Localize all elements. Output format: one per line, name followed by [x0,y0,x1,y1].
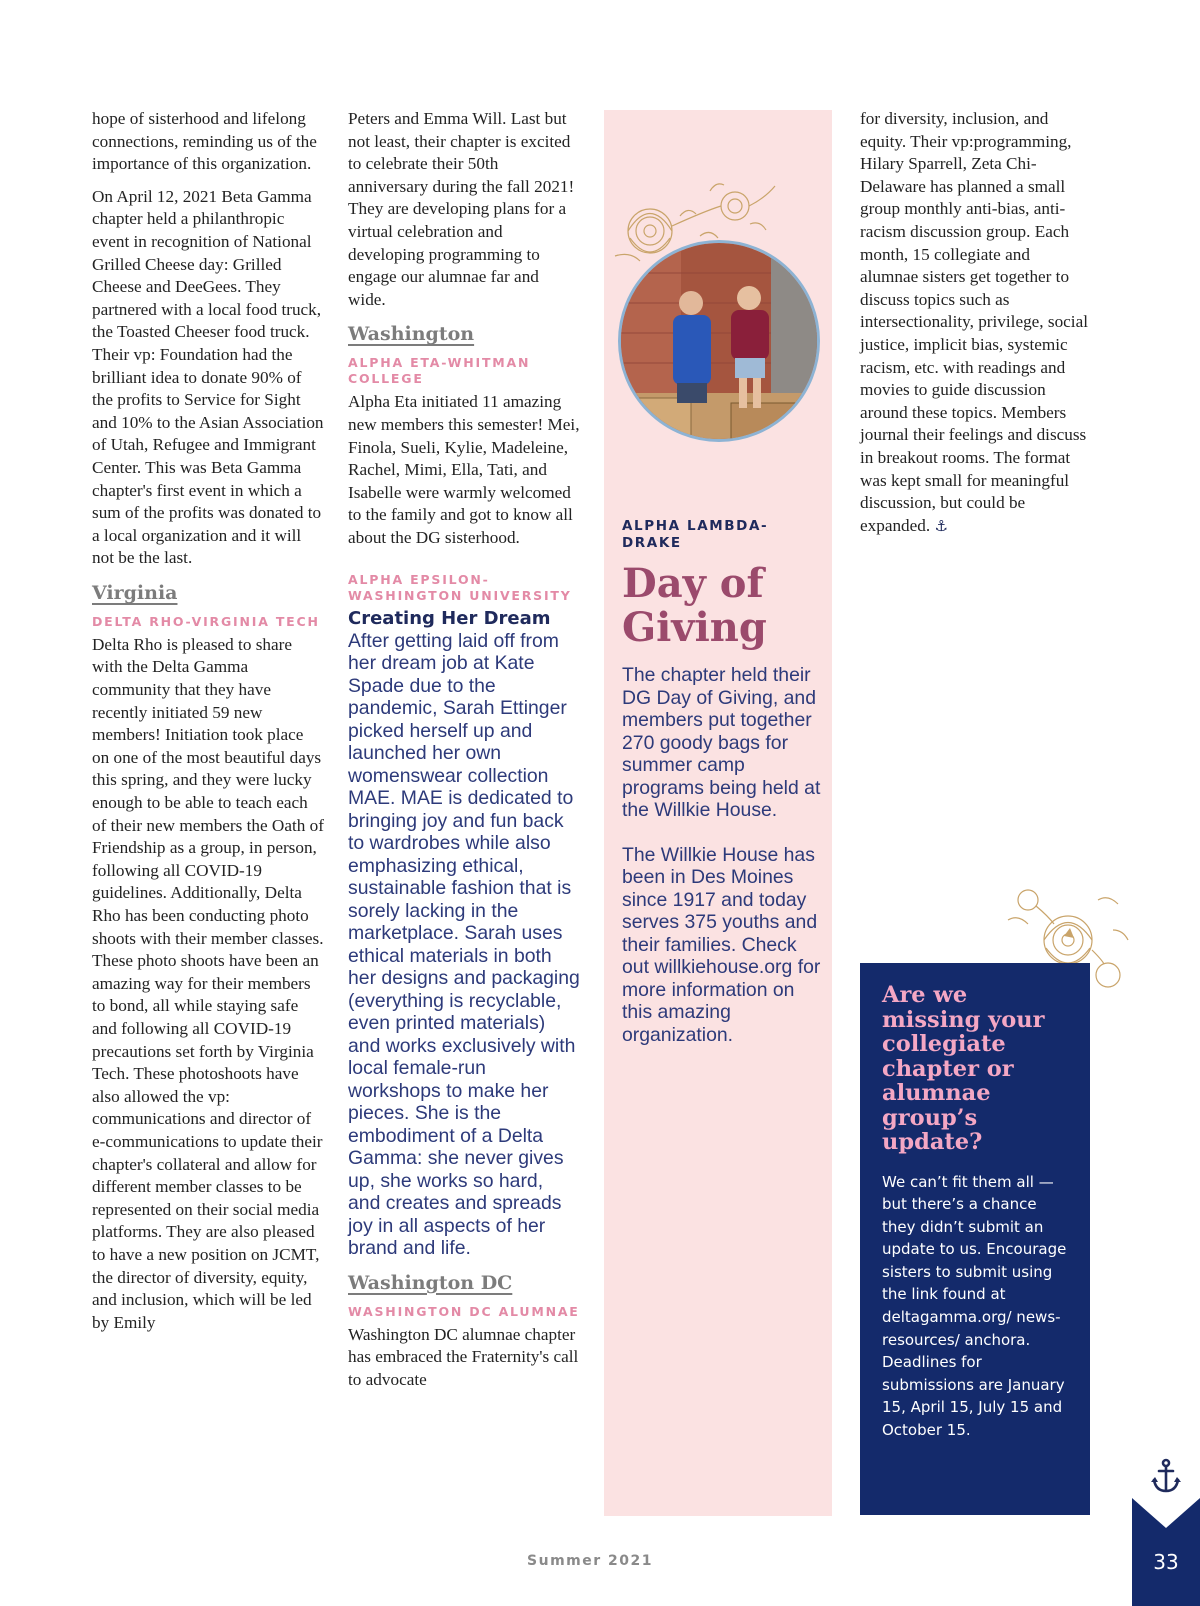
column-4 [860,108,1092,547]
chapter-heading-delta-rho: DELTA RHO-VIRGINIA TECH [92,613,320,629]
state-heading-washington: Washington [348,323,475,346]
chapter-photo [618,240,820,442]
chapter-heading-washington-dc-alumnae: WASHINGTON DC ALUMNAE [348,1303,580,1319]
pink-sidebar-content [622,518,822,1068]
callout-body: We can’t fit them all — but there’s a chance they didn’t submit an update to us. Encourage sisters to submit using the link found at deltagamma.org/ news-resources/ anchora. Deadlines for submissions are January 15, April 15, July 15 and October 15. [882,1172,1067,1440]
anchor-icon: ⚓ [934,516,948,535]
day-of-giving-title: Day of Giving [622,560,767,651]
article-body: After getting laid off from her dream job at Kate Spade due to the pandemic, Sarah Ettinger picked herself up and launched her own womenswear collection MAE. MAE is dedicated to bringing joy and fun back to wardrobes while also emphasizing ethical, sustainable fashion that is sorely lacking in the marketplace. Sarah uses ethical materials in both her designs and packaging (everything is recyclable, even printed materials) and works exclusively with local female-run workshops to make her pieces. She is the embodiment of a Delta Gamma: she never gives up, she works so hard, and creates and spreads joy in all aspects of her brand and life. [348,629,580,1259]
col2-paragraph-3: Washington DC alumnae chapter has embraced the Fraternity's call to advocate [348,1324,579,1389]
column-1 [92,108,324,1344]
state-heading-virginia: Virginia [92,581,178,604]
submission-callout-box [860,963,1090,1515]
chapter-heading-alpha-lambda: ALPHA LAMBDA-DRAKE [622,518,769,551]
col1-paragraph-3: Delta Rho is pleased to share with the Delta Gamma community that they have recently initiated 59 new members! Initiation took place on one of the most beautiful days this spring, and they were lucky enough to be able to teach each of their new members the Oath of Friendship as a group, in person, following all COVID-19 guidelines. Additionally, Delta Rho has been conducting photo shoots with their member classes. These photo shoots have been an amazing way for their members to bond, all while staying safe and following all COVID-19 precautions set forth by Virginia Tech. These photoshoots have also allowed the vp: communications and director of e-communications to update their chapter's collateral and allow for different member classes to be represented on their social media platforms. They are also pleased to have a new position on JCMT, the director of diversity, equity, and inclusion, which will be led by Emily [92,634,324,1332]
col2-paragraph-2: Alpha Eta initiated 11 amazing new members this semester! Mei, Finola, Sueli, Kylie, Madeleine, Rachel, Mimi, Ella, Tati, and Isabelle were warmly welcomed to the family and got to know all about the DG sisterhood. [348,392,580,547]
page-number: 33 [1153,1550,1179,1574]
photo-circle-frame [618,240,820,442]
col1-paragraph-2: On April 12, 2021 Beta Gamma chapter held a philanthropic event in recognition of National Grilled Cheese day: Grilled Cheese and DeeGees. They partnered with a local food truck, the Toasted Cheeser food truck. Their vp: Foundation had the brilliant idea to donate 90% of the profits to Service for Sight and 10% to the Asian Association of Utah, Refugee and Immigrant Center. This was Beta Gamma chapter's first event in which a sum of the profits was donated to a local organization and it will not be the last. [92,186,324,568]
callout-title: Are we missing your collegiate chapter or alumnae group’s update? [882,982,1045,1155]
anchor-icon [1150,1458,1182,1494]
column-2 [348,108,580,1401]
col4-paragraph-text: for diversity, inclusion, and equity. Their vp:programming, Hilary Sparrell, Zeta Chi-Delaware has planned a small group monthly anti-bias, anti-racism discussion group. Each month, 15 collegiate and alumnae sisters get together to discuss topics such as intersectionality, privilege, social justice, implicit bias, systemic racism, etc. with readings and movies to guide discussion around these topics. Members journal their feelings and discuss in breakout rooms. The format was kept small for meaningful discussion, but could be expanded. [860,109,1088,535]
state-heading-washington-dc: Washington DC [348,1271,513,1294]
corner-notch [1132,1498,1200,1532]
pink-paragraph-2: The Willkie House has been in Des Moines since 1917 and today serves 375 youths and their families. Check out willkiehouse.org for more information on this amazing organization. [622,843,821,1046]
chapter-heading-alpha-eta: ALPHA ETA-WHITMAN COLLEGE [348,355,531,387]
pink-paragraph-1: The chapter held their DG Day of Giving, and members put together 270 goody bags for summer camp programs being held at the Willkie House. [622,664,821,821]
col2-paragraph-1: Peters and Emma Will. Last but not least, their chapter is excited to celebrate their 50th anniversary during the fall 2021! They are developing plans for a virtual celebration and developing programming to engage our alumnae far and wide. [348,109,575,309]
issue-label: Summer 2021 [527,1553,653,1569]
col1-paragraph-1: hope of sisterhood and lifelong connections, reminding us of the importance of this organization. [92,109,317,174]
col4-paragraph-1 [860,108,1092,537]
photo-illustration [621,243,820,442]
article-title: Creating Her Dream [348,607,551,629]
chapter-heading-alpha-epsilon: ALPHA EPSILON-WASHINGTON UNIVERSITY [348,571,572,603]
